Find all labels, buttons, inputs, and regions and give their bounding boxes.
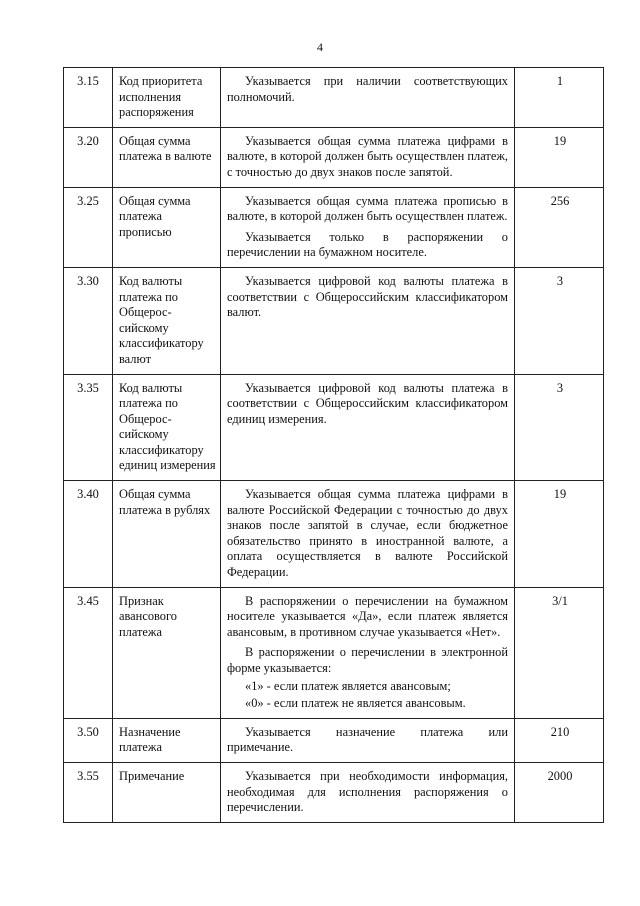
table-row (64, 587, 604, 718)
field-name: Общая сумма платежа в рублях (113, 481, 221, 588)
field-number: 3.50 (64, 718, 113, 762)
description-paragraph: Указывается при необходимости информация, необходимая для исполнения распоряжения о перечислении. (227, 768, 508, 815)
field-description (221, 374, 515, 481)
description-list-item: «1» - если платеж является авансовым; (245, 678, 451, 693)
field-name: Код приоритета исполнения распоряжения (113, 68, 221, 128)
table-row (64, 127, 604, 187)
table-row (64, 481, 604, 588)
field-number: 3.40 (64, 481, 113, 588)
field-description (221, 267, 515, 374)
field-description (221, 127, 515, 187)
description-paragraph: Указывается общая сумма платежа цифрами в валюте Российской Федерации с точностью до двух знаков после запятой в случае, если бюджетное обязательство принято в иностранной валюте, а оплата осуществляется в валюте Российской Федерации. (227, 487, 508, 580)
field-description (221, 68, 515, 128)
description-paragraph: Указывается цифровой код валюты платежа в соответствии с Общероссийским классификатором валют. (227, 273, 508, 320)
description-list-item: «0» - если платеж не является авансовым. (245, 696, 466, 711)
field-name: Общая сумма платежа в валюте (113, 127, 221, 187)
field-length: 3 (515, 267, 604, 374)
field-number: 3.55 (64, 762, 113, 822)
field-description (221, 187, 515, 267)
page-number: 4 (317, 40, 323, 54)
description-paragraph: Указывается назначение платежа или примечание. (227, 724, 508, 755)
description-paragraph: Указывается общая сумма платежа прописью в валюте, в которой должен быть осуществлен платеж. (227, 193, 508, 224)
field-name: Примечание (113, 762, 221, 822)
field-number: 3.30 (64, 267, 113, 374)
field-description (221, 481, 515, 588)
field-length: 19 (515, 127, 604, 187)
field-description (221, 718, 515, 762)
table-row (64, 267, 604, 374)
description-paragraph: В распоряжении о перечислении в электронной форме указывается: (227, 645, 508, 675)
field-number: 3.45 (64, 587, 113, 718)
table-row (64, 68, 604, 128)
description-paragraph: Указывается при наличии соответствующих полномочий. (227, 74, 508, 104)
field-length: 19 (515, 481, 604, 588)
field-name: Код валюты платежа по Общерос-сийскому классификатору единиц измерения (113, 374, 221, 481)
table-row (64, 718, 604, 762)
field-description (221, 762, 515, 822)
field-number: 3.35 (64, 374, 113, 481)
field-name: Код валюты платежа по Общерос-сийскому классификатору валют (113, 267, 221, 374)
description-paragraph: Указывается общая сумма платежа цифрами в валюте, в которой должен быть осуществлен платеж, с точностью до двух знаков после запятой. (227, 133, 508, 179)
description-paragraph: Указывается только в распоряжении о перечислении на бумажном носителе. (227, 229, 508, 260)
field-length: 3/1 (515, 587, 604, 718)
field-number: 3.15 (64, 68, 113, 128)
field-length: 210 (515, 718, 604, 762)
field-length: 3 (515, 374, 604, 481)
fields-table (63, 67, 604, 823)
description-paragraph: Указывается цифровой код валюты платежа в соответствии с Общероссийским классификатором единиц измерения. (227, 380, 508, 426)
table-row (64, 762, 604, 822)
field-number: 3.25 (64, 187, 113, 267)
description-paragraph: В распоряжении о перечислении на бумажном носителе указывается «Да», если платеж является авансовым, в противном случае указывается «Нет». (227, 593, 508, 639)
field-length: 256 (515, 187, 604, 267)
table-row (64, 187, 604, 267)
field-name: Общая сумма платежа прописью (113, 187, 221, 267)
table-row (64, 374, 604, 481)
field-description (221, 587, 515, 718)
field-number: 3.20 (64, 127, 113, 187)
field-name: Признак авансового платежа (113, 587, 221, 718)
field-length: 1 (515, 68, 604, 128)
field-length: 2000 (515, 762, 604, 822)
field-name: Назначение платежа (113, 718, 221, 762)
